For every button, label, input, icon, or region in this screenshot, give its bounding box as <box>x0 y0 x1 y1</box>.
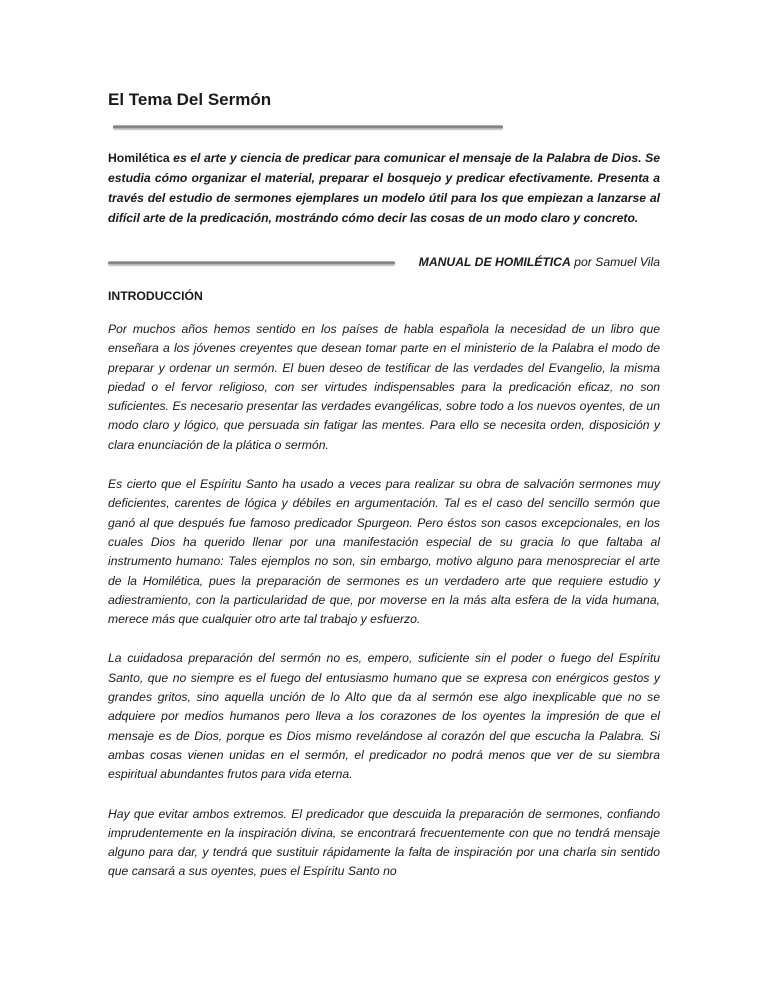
abstract-text: es el arte y ciencia de predicar para comunicar el mensaje de la Palabra de Dios. Se estudia cómo organizar el material, preparar el bosquejo y predicar efectivamente. Presenta a través del estudio de sermones ejemplares un modelo útil para los que empiezan a lanzarse al difícil arte de la predicación, mostrándo cómo decir las cosas de un modo claro y concreto. <box>108 151 660 225</box>
paragraph: Hay que evitar ambos extremos. El predicador que descuida la preparación de sermones, confiando imprudentemente en la inspiración divina, se encontrará frecuentemente con que no tendrá mensaje alguno para dar, y tendrá que sustituir rápidamente la falta de inspiración por una charla sin sentido que cansará a sus oyentes, pues el Espíritu Santo no <box>108 806 660 879</box>
attribution-divider <box>108 261 395 265</box>
paragraph: La cuidadosa preparación del sermón no es, empero, suficiente sin el poder o fuego del Espíritu Santo, que no siempre es el fuego del entusiasmo humano que se expresa con enérgicos gestos y grandes gritos, sino aquella unción de lo Alto que da al sermón ese algo inexplicable que no se adquiere por medios humanos pero lleva a los corazones de los oyentes la impresión de que el mensaje es de Dios, porque es Dios mismo revelándose al corazón del que escucha la Palabra. Si ambas cosas vienen unidas en el sermón, el predicador no podrá menos que ver de su siembra espiritual abundantes frutos para vida eterna. <box>108 651 660 782</box>
attribution-work: MANUAL DE HOMILÉTICA <box>418 255 571 269</box>
abstract <box>108 148 660 228</box>
title-divider <box>113 125 503 129</box>
section-heading: INTRODUCCIÓN <box>108 289 203 303</box>
paragraph: Es cierto que el Espíritu Santo ha usado a veces para realizar su obra de salvación sermones muy deficientes, carentes de lógica y débiles en argumentación. Tal es el caso del sencillo sermón que ganó al que después fue famoso predicador Spurgeon. Pero éstos son casos excepcionales, en los cuales Dios ha querido llenar por una manifestación especial de su gracia lo que faltaba al instrumento humano: Tales ejemplos no son, sin embargo, motivo alguno para menospreciar el arte de la Homilética, pues la preparación de sermones es un verdadero arte que requiere estudio y adiestramiento, con la particularidad de que, por moverse en la más alta esfera de la vida humana, merece más que cualquier otro arte tal trabajo y esfuerzo. <box>108 477 660 627</box>
attribution <box>419 255 660 269</box>
attribution-author: por Samuel Vila <box>570 255 660 269</box>
abstract-term: Homilética <box>108 151 170 165</box>
page-title: El Tema Del Sermón <box>108 90 272 109</box>
paragraph: Por muchos años hemos sentido en los países de habla española la necesidad de un libro que enseñara a los jóvenes creyentes que desean tomar parte en el ministerio de la Palabra el modo de preparar y ordenar un sermón. El buen deseo de testificar de las verdades del Evangelio, la misma piedad o el fervor religioso, con ser virtudes indispensables para la predicación eficaz, no son suficientes. Es necesario presentar las verdades evangélicas, sobre todo a los nuevos oyentes, de un modo claro y lógico, que persuada sin fatigar las mentes. Para ello se necesita orden, disposición y clara enunciación de la plática o sermón. <box>108 322 660 452</box>
body-text <box>108 320 660 902</box>
